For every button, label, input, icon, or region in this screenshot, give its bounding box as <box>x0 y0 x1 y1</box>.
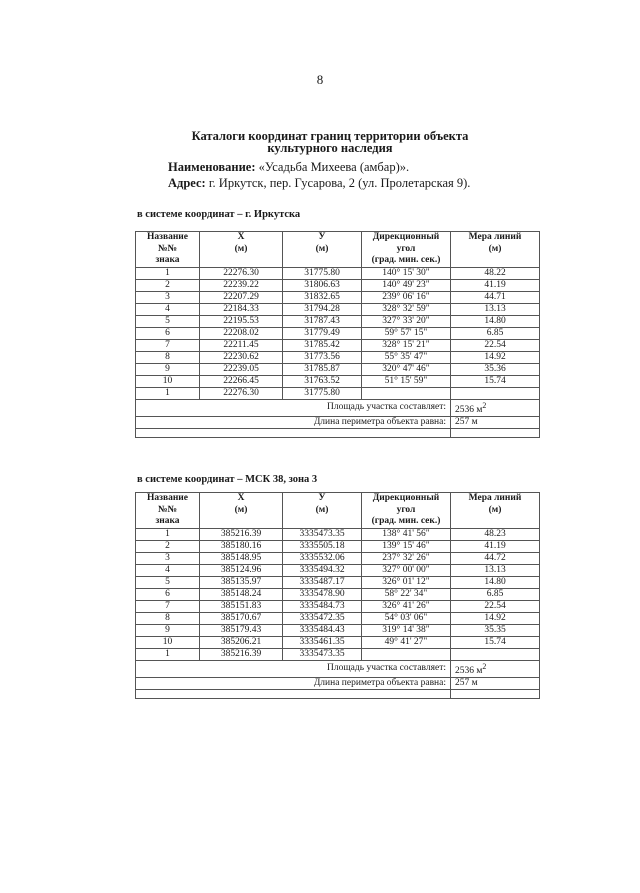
perimeter-row <box>136 677 540 689</box>
cell-point-number: 3 <box>136 552 200 564</box>
cell-point-number: 2 <box>136 279 200 291</box>
area-value-cell <box>451 660 540 677</box>
header-measure-line: (м) <box>488 504 502 515</box>
section-caption-msk38: в системе координат – МСК 38, зона 3 <box>137 474 318 485</box>
cell-y: 31785.42 <box>283 339 362 351</box>
name-value: «Усадьба Михеева (амбар)». <box>255 160 410 174</box>
cell-point-number: 7 <box>136 600 200 612</box>
cell-x: 22211.45 <box>200 339 283 351</box>
header-angle-line: (град. мин. сек.) <box>371 516 441 526</box>
area-unit-exponent: 2 <box>482 400 487 410</box>
header-measure <box>451 232 540 268</box>
cell-point-number: 10 <box>136 636 200 648</box>
cell-y: 3335494.32 <box>283 564 362 576</box>
cell-y: 3335461.35 <box>283 636 362 648</box>
cell-x: 22239.05 <box>200 363 283 375</box>
empty-cell <box>451 428 540 437</box>
table-row <box>136 600 540 612</box>
cell-measure: 13.13 <box>451 564 540 576</box>
cell-y: 3335473.35 <box>283 648 362 660</box>
area-label: Площадь участка составляет: <box>136 399 451 416</box>
header-name-line: №№ <box>157 243 178 254</box>
cell-x: 385216.39 <box>200 528 283 540</box>
cell-y: 31787.43 <box>283 315 362 327</box>
cell-x: 385179.43 <box>200 624 283 636</box>
cell-angle: 328° 32' 59" <box>362 303 451 315</box>
cell-x: 385135.97 <box>200 576 283 588</box>
cell-x: 22207.29 <box>200 291 283 303</box>
empty-cell <box>451 689 540 698</box>
header-angle <box>362 493 451 529</box>
header-row <box>136 232 540 268</box>
area-value-cell <box>451 399 540 416</box>
coordinate-table-msk38 <box>135 492 540 699</box>
table-row <box>136 327 540 339</box>
cell-y: 3335532.06 <box>283 552 362 564</box>
header-angle-line: угол <box>396 504 416 515</box>
cell-point-number: 1 <box>136 648 200 660</box>
area-value: 2536 м <box>455 665 483 676</box>
table-row <box>136 528 540 540</box>
area-unit-exponent: 2 <box>482 661 487 671</box>
header-name-line: знака <box>155 516 180 526</box>
cell-x: 385216.39 <box>200 648 283 660</box>
header-y-line: У <box>318 493 326 503</box>
cell-y: 31806.63 <box>283 279 362 291</box>
cell-x: 385206.21 <box>200 636 283 648</box>
cell-point-number: 1 <box>136 528 200 540</box>
perimeter-row <box>136 416 540 428</box>
cell-angle: 58° 22' 34" <box>362 588 451 600</box>
cell-measure: 13.13 <box>451 303 540 315</box>
cell-y: 31763.52 <box>283 375 362 387</box>
cell-angle: 140° 15' 30" <box>362 267 451 279</box>
cell-x: 22230.62 <box>200 351 283 363</box>
cell-measure: 35.36 <box>451 363 540 375</box>
table-row <box>136 564 540 576</box>
cell-angle: 138° 41' 56" <box>362 528 451 540</box>
cell-y: 31779.49 <box>283 327 362 339</box>
cell-y: 3335473.35 <box>283 528 362 540</box>
cell-measure <box>451 387 540 399</box>
header-angle-line: угол <box>396 243 416 254</box>
cell-y: 3335478.90 <box>283 588 362 600</box>
cell-x: 22195.53 <box>200 315 283 327</box>
cell-angle: 326° 01' 12" <box>362 576 451 588</box>
table-row <box>136 267 540 279</box>
cell-x: 385148.24 <box>200 588 283 600</box>
header-x-line: (м) <box>234 243 248 254</box>
area-label: Площадь участка составляет: <box>136 660 451 677</box>
table-row <box>136 279 540 291</box>
table-row <box>136 612 540 624</box>
header-name <box>136 232 200 268</box>
cell-point-number: 5 <box>136 576 200 588</box>
header-measure-line: (м) <box>488 243 502 254</box>
header-angle <box>362 232 451 268</box>
cell-y: 31794.28 <box>283 303 362 315</box>
cell-measure: 48.23 <box>451 528 540 540</box>
cell-y: 31773.56 <box>283 351 362 363</box>
header-x <box>200 493 283 529</box>
cell-x: 385124.96 <box>200 564 283 576</box>
header-x <box>200 232 283 268</box>
cell-x: 22239.22 <box>200 279 283 291</box>
header-row <box>136 493 540 529</box>
table-row <box>136 636 540 648</box>
cell-angle: 49° 41' 27" <box>362 636 451 648</box>
header-name <box>136 493 200 529</box>
cell-angle: 327° 00' 00" <box>362 564 451 576</box>
cell-angle: 239° 06' 16" <box>362 291 451 303</box>
perimeter-value: 257 м <box>451 416 540 428</box>
cell-y: 31832.65 <box>283 291 362 303</box>
table-row <box>136 303 540 315</box>
cell-measure: 14.80 <box>451 576 540 588</box>
perimeter-value: 257 м <box>451 677 540 689</box>
area-value: 2536 м <box>455 404 483 415</box>
cell-angle <box>362 387 451 399</box>
table-row <box>136 624 540 636</box>
title-line-2: культурного наследия <box>267 141 393 155</box>
cell-measure: 41.19 <box>451 540 540 552</box>
cell-x: 22276.30 <box>200 387 283 399</box>
empty-row <box>136 689 540 698</box>
cell-angle: 237° 32' 26" <box>362 552 451 564</box>
table-row <box>136 648 540 660</box>
cell-angle: 139° 15' 46" <box>362 540 451 552</box>
page-number: 8 <box>316 72 324 87</box>
section-caption-irkutsk: в системе координат – г. Иркутска <box>137 209 301 220</box>
table-row <box>136 339 540 351</box>
address-label: Адрес: <box>168 176 206 190</box>
cell-point-number: 6 <box>136 327 200 339</box>
cell-measure: 14.80 <box>451 315 540 327</box>
cell-angle: 55° 35' 47" <box>362 351 451 363</box>
cell-x: 22266.45 <box>200 375 283 387</box>
cell-y: 3335484.43 <box>283 624 362 636</box>
cell-point-number: 2 <box>136 540 200 552</box>
cell-angle: 328° 15' 21" <box>362 339 451 351</box>
cell-angle: 59° 57' 15" <box>362 327 451 339</box>
coordinate-table-irkutsk <box>135 231 540 438</box>
cell-point-number: 1 <box>136 387 200 399</box>
cell-y: 3335505.18 <box>283 540 362 552</box>
header-x-line: Х <box>237 493 245 503</box>
cell-x: 385148.95 <box>200 552 283 564</box>
cell-angle: 326° 41' 26" <box>362 600 451 612</box>
cell-point-number: 6 <box>136 588 200 600</box>
area-row <box>136 660 540 677</box>
cell-point-number: 9 <box>136 624 200 636</box>
cell-y: 3335472.35 <box>283 612 362 624</box>
cell-x: 385151.83 <box>200 600 283 612</box>
header-x-line: Х <box>237 232 245 242</box>
header-measure-line: Мера линий <box>468 232 522 242</box>
empty-row <box>136 428 540 437</box>
table-row <box>136 540 540 552</box>
object-address-line <box>168 176 470 191</box>
header-angle-line: Дирекционный <box>372 232 440 242</box>
cell-point-number: 7 <box>136 339 200 351</box>
table-row <box>136 315 540 327</box>
cell-y: 3335484.73 <box>283 600 362 612</box>
table-row <box>136 291 540 303</box>
cell-x: 22276.30 <box>200 267 283 279</box>
cell-point-number: 8 <box>136 612 200 624</box>
name-label: Наименование: <box>168 160 256 174</box>
cell-point-number: 4 <box>136 303 200 315</box>
cell-measure: 44.72 <box>451 552 540 564</box>
title-line-1: Каталоги координат границ территории объекта <box>191 129 469 143</box>
header-y-line: (м) <box>315 504 329 515</box>
cell-measure: 6.85 <box>451 588 540 600</box>
cell-point-number: 10 <box>136 375 200 387</box>
header-name-line: Название <box>146 232 188 242</box>
header-x-line: (м) <box>234 504 248 515</box>
header-angle-line: (град. мин. сек.) <box>371 255 441 265</box>
empty-cell <box>136 689 451 698</box>
header-angle-line: Дирекционный <box>372 493 440 503</box>
cell-y: 31775.80 <box>283 387 362 399</box>
table-row <box>136 375 540 387</box>
table-row <box>136 351 540 363</box>
table-row <box>136 387 540 399</box>
table-row <box>136 552 540 564</box>
perimeter-label: Длина периметра объекта равна: <box>136 416 451 428</box>
area-row <box>136 399 540 416</box>
cell-angle: 327° 33' 20" <box>362 315 451 327</box>
cell-point-number: 8 <box>136 351 200 363</box>
cell-measure: 22.54 <box>451 600 540 612</box>
cell-angle: 320° 47' 46" <box>362 363 451 375</box>
header-measure-line: Мера линий <box>468 493 522 503</box>
cell-measure: 44.71 <box>451 291 540 303</box>
cell-measure: 48.22 <box>451 267 540 279</box>
cell-measure: 41.19 <box>451 279 540 291</box>
cell-measure: 35.35 <box>451 624 540 636</box>
header-y <box>283 493 362 529</box>
cell-measure: 22.54 <box>451 339 540 351</box>
perimeter-label: Длина периметра объекта равна: <box>136 677 451 689</box>
cell-angle <box>362 648 451 660</box>
header-name-line: №№ <box>157 504 178 515</box>
header-name-line: Название <box>146 493 188 503</box>
cell-measure: 15.74 <box>451 636 540 648</box>
cell-angle: 140° 49' 23" <box>362 279 451 291</box>
cell-measure: 14.92 <box>451 612 540 624</box>
document-title <box>150 130 510 154</box>
cell-point-number: 5 <box>136 315 200 327</box>
cell-point-number: 9 <box>136 363 200 375</box>
cell-y: 3335487.17 <box>283 576 362 588</box>
cell-measure: 6.85 <box>451 327 540 339</box>
address-value: г. Иркутск, пер. Гусарова, 2 (ул. Пролетарская 9). <box>205 176 471 190</box>
cell-x: 385180.16 <box>200 540 283 552</box>
header-y-line: (м) <box>315 243 329 254</box>
cell-y: 31775.80 <box>283 267 362 279</box>
cell-point-number: 1 <box>136 267 200 279</box>
cell-measure: 14.92 <box>451 351 540 363</box>
cell-measure: 15.74 <box>451 375 540 387</box>
cell-angle: 319° 14' 38" <box>362 624 451 636</box>
cell-x: 22184.33 <box>200 303 283 315</box>
table-row <box>136 588 540 600</box>
object-name-line <box>168 160 409 175</box>
table-row <box>136 363 540 375</box>
header-name-line: знака <box>155 255 180 265</box>
header-y-line: У <box>318 232 326 242</box>
cell-measure <box>451 648 540 660</box>
cell-angle: 51° 15' 59" <box>362 375 451 387</box>
empty-cell <box>136 428 451 437</box>
cell-x: 22208.02 <box>200 327 283 339</box>
header-measure <box>451 493 540 529</box>
cell-angle: 54° 03' 06" <box>362 612 451 624</box>
cell-point-number: 3 <box>136 291 200 303</box>
cell-y: 31785.87 <box>283 363 362 375</box>
cell-point-number: 4 <box>136 564 200 576</box>
header-y <box>283 232 362 268</box>
cell-x: 385170.67 <box>200 612 283 624</box>
table-row <box>136 576 540 588</box>
